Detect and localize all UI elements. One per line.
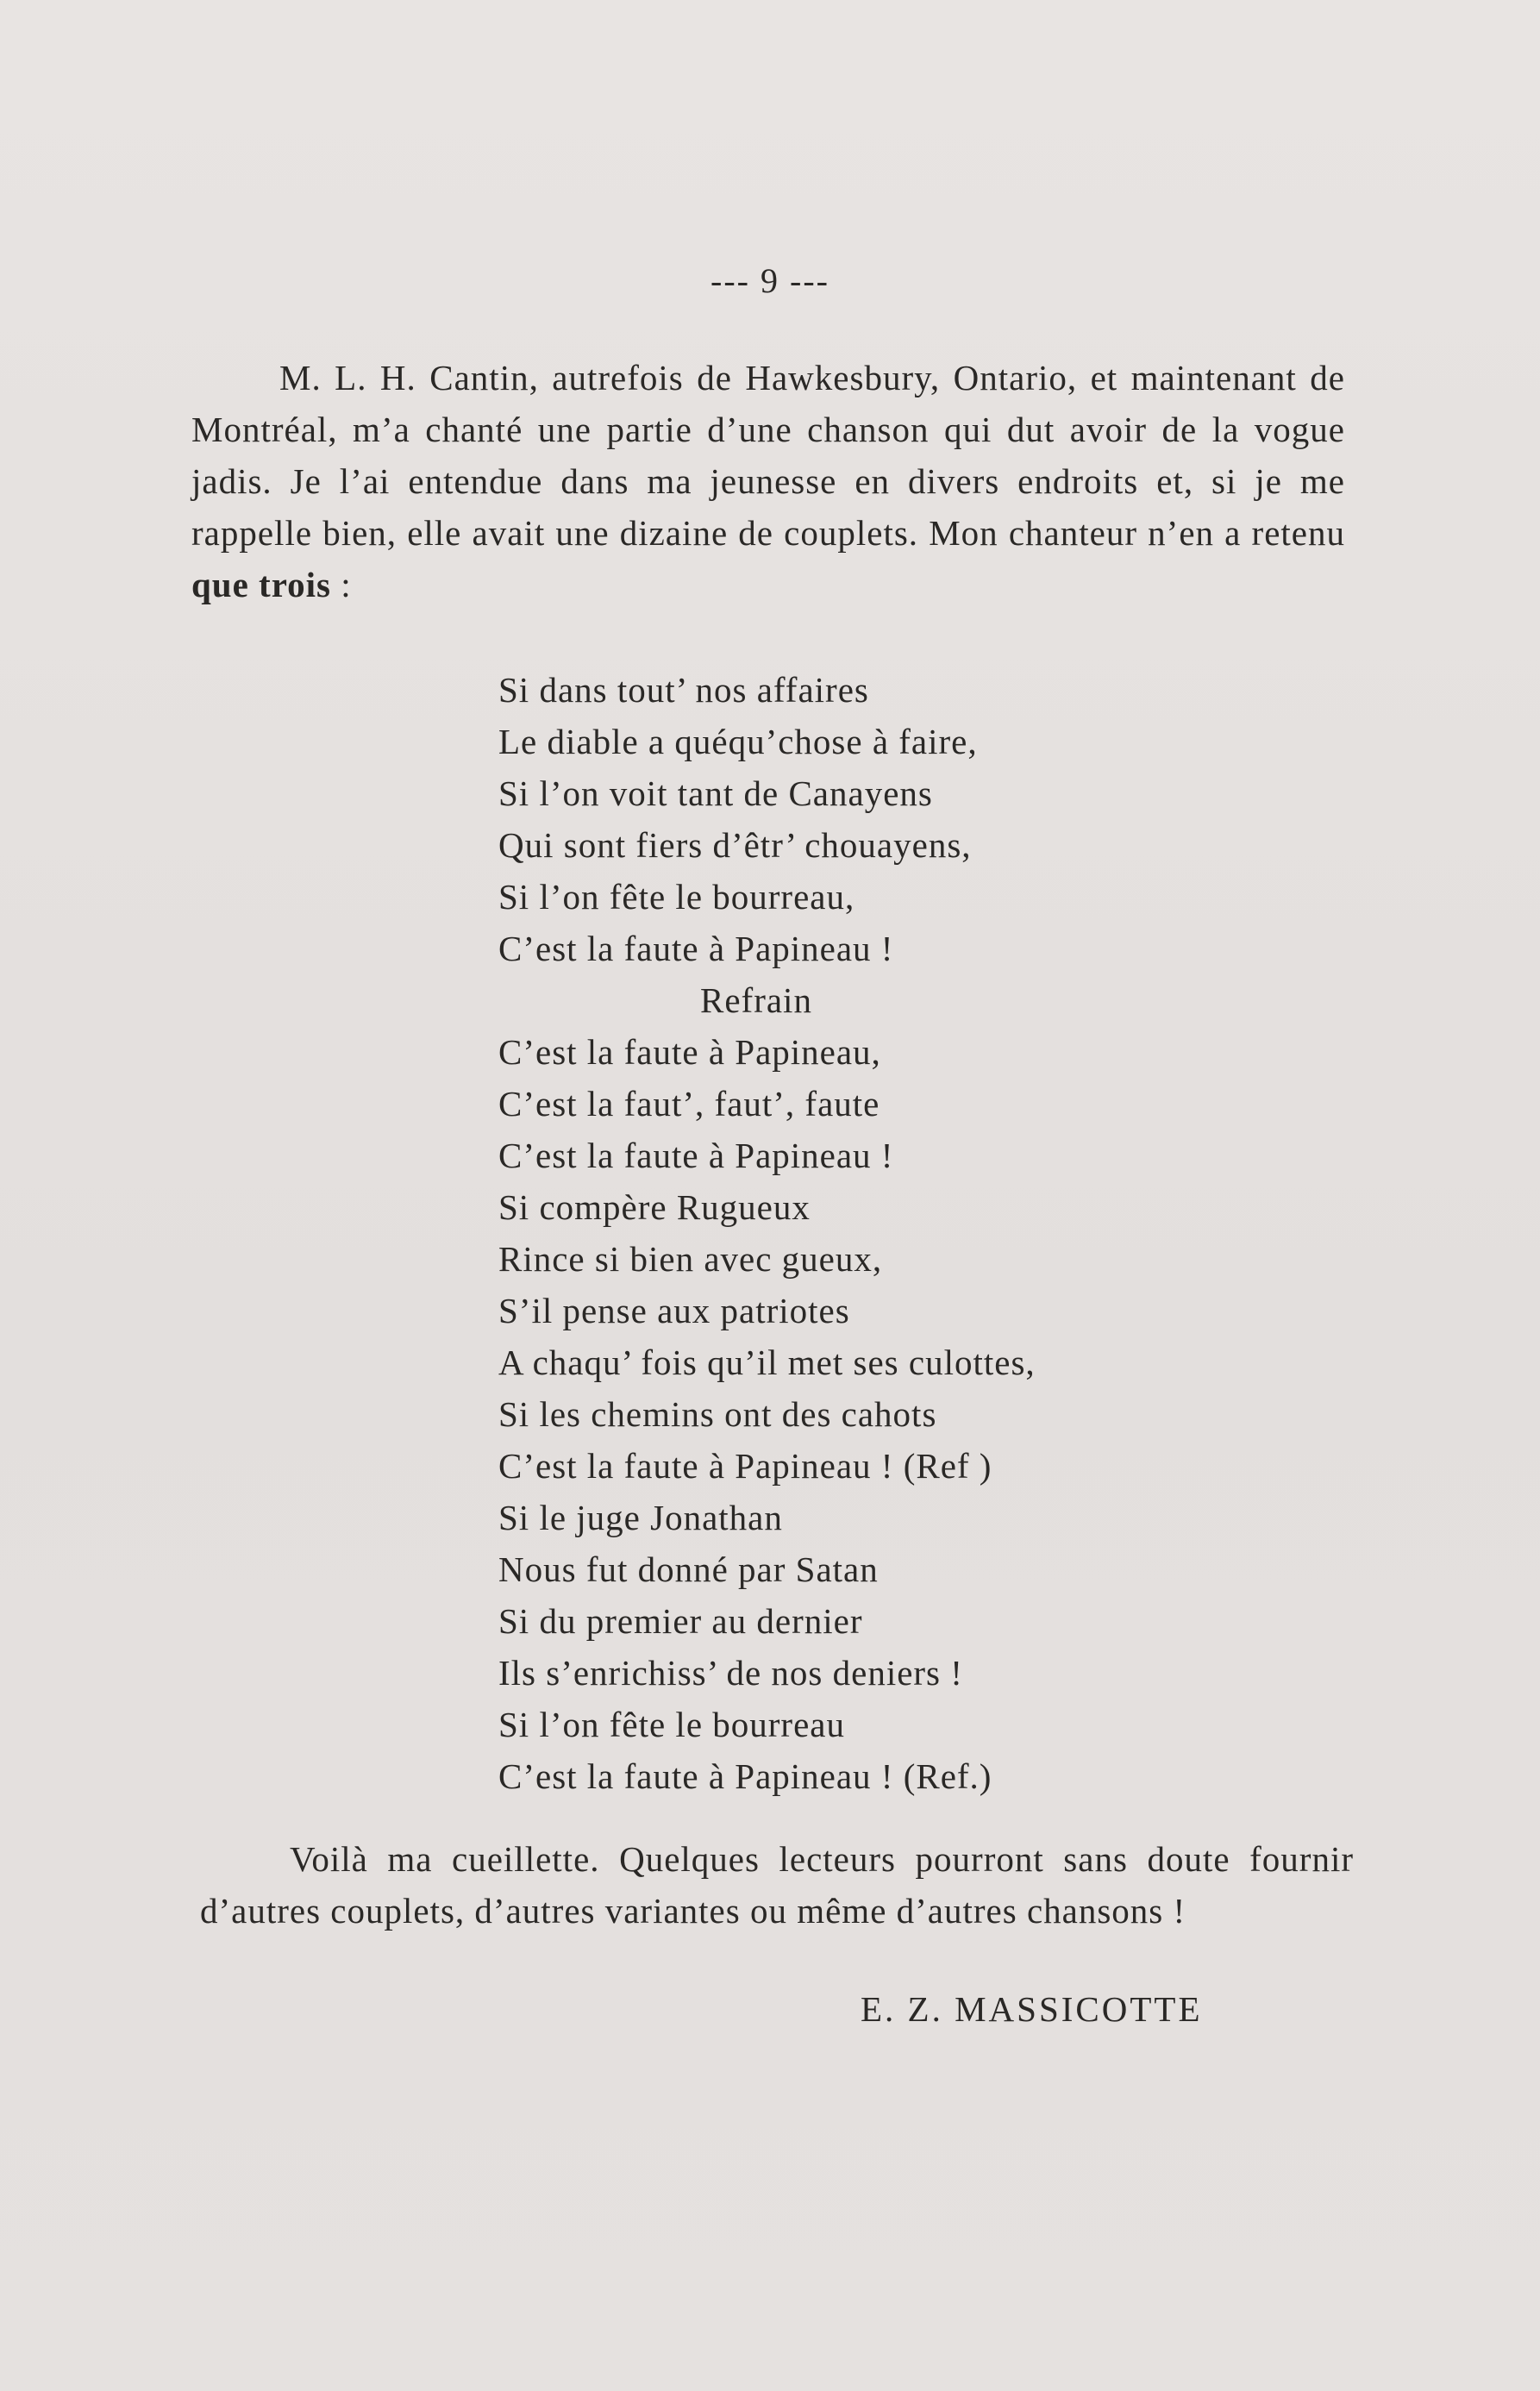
closing-paragraph: Voilà ma cueillette. Quelques lecteurs pourront sans doute fournir d’autres couplets, d’autres variantes ou même d’autres chansons ! bbox=[200, 1839, 1354, 1931]
verse-line: A chaqu’ fois qu’il met ses culottes, bbox=[498, 1343, 1036, 1382]
refrain-heading: Refrain bbox=[700, 980, 812, 1020]
refrain bbox=[498, 974, 1274, 1181]
verse-line: Si le juge Jonathan bbox=[498, 1498, 783, 1537]
verse-line: Rince si bien avec gueux, bbox=[498, 1239, 883, 1279]
page-number: --- 9 --- bbox=[711, 261, 829, 300]
verse-line: Si l’on fête le bourreau bbox=[498, 1705, 845, 1744]
verse-line: C’est la faute à Papineau ! bbox=[498, 929, 894, 968]
verse-line: S’il pense aux patriotes bbox=[498, 1291, 850, 1330]
stanza-2 bbox=[498, 1181, 1274, 1492]
song-verses bbox=[498, 664, 1274, 1802]
verse-line: Qui sont fiers d’êtr’ chouayens, bbox=[498, 825, 972, 865]
verse-line: Si du premier au dernier bbox=[498, 1601, 863, 1641]
verse-line: Si les chemins ont des cahots bbox=[498, 1394, 937, 1434]
stanza-1 bbox=[498, 664, 1274, 974]
author-signature: E. Z. MASSICOTTE bbox=[861, 1989, 1203, 2029]
verse-line: C’est la faute à Papineau ! (Ref ) bbox=[498, 1446, 992, 1486]
stanza-3 bbox=[498, 1492, 1274, 1802]
verse-line: Le diable a quéqu’chose à faire, bbox=[498, 722, 978, 761]
verse-line: C’est la faute à Papineau ! (Ref.) bbox=[498, 1756, 992, 1796]
verse-line: Si l’on voit tant de Canayens bbox=[498, 773, 933, 813]
refrain-line: C’est la faute à Papineau ! bbox=[498, 1136, 894, 1175]
verse-line: Si dans tout’ nos affaires bbox=[498, 670, 869, 710]
verse-line: Si l’on fête le bourreau, bbox=[498, 877, 855, 917]
verse-line: Nous fut donné par Satan bbox=[498, 1549, 879, 1589]
refrain-line: C’est la faut’, faut’, faute bbox=[498, 1084, 880, 1124]
intro-end: : bbox=[331, 565, 352, 604]
refrain-line: C’est la faute à Papineau, bbox=[498, 1032, 881, 1072]
intro-text: M. L. H. Cantin, autrefois de Hawkesbury, Ontario, et maintenant de Montréal, m’a chanté une partie d’une chanson qui dut avoir de la vogue jadis. Je l’ai entendue dans ma jeunesse en divers endroits et, si je me rappelle bien, elle avait une dizaine de couplets. Mon chanteur n’en a retenu bbox=[191, 358, 1345, 553]
verse-line: Ils s’enrichiss’ de nos deniers ! bbox=[498, 1653, 963, 1693]
intro-bold-tail: que trois bbox=[191, 565, 332, 604]
verse-line: Si compère Rugueux bbox=[498, 1187, 811, 1227]
intro-paragraph bbox=[191, 352, 1345, 610]
